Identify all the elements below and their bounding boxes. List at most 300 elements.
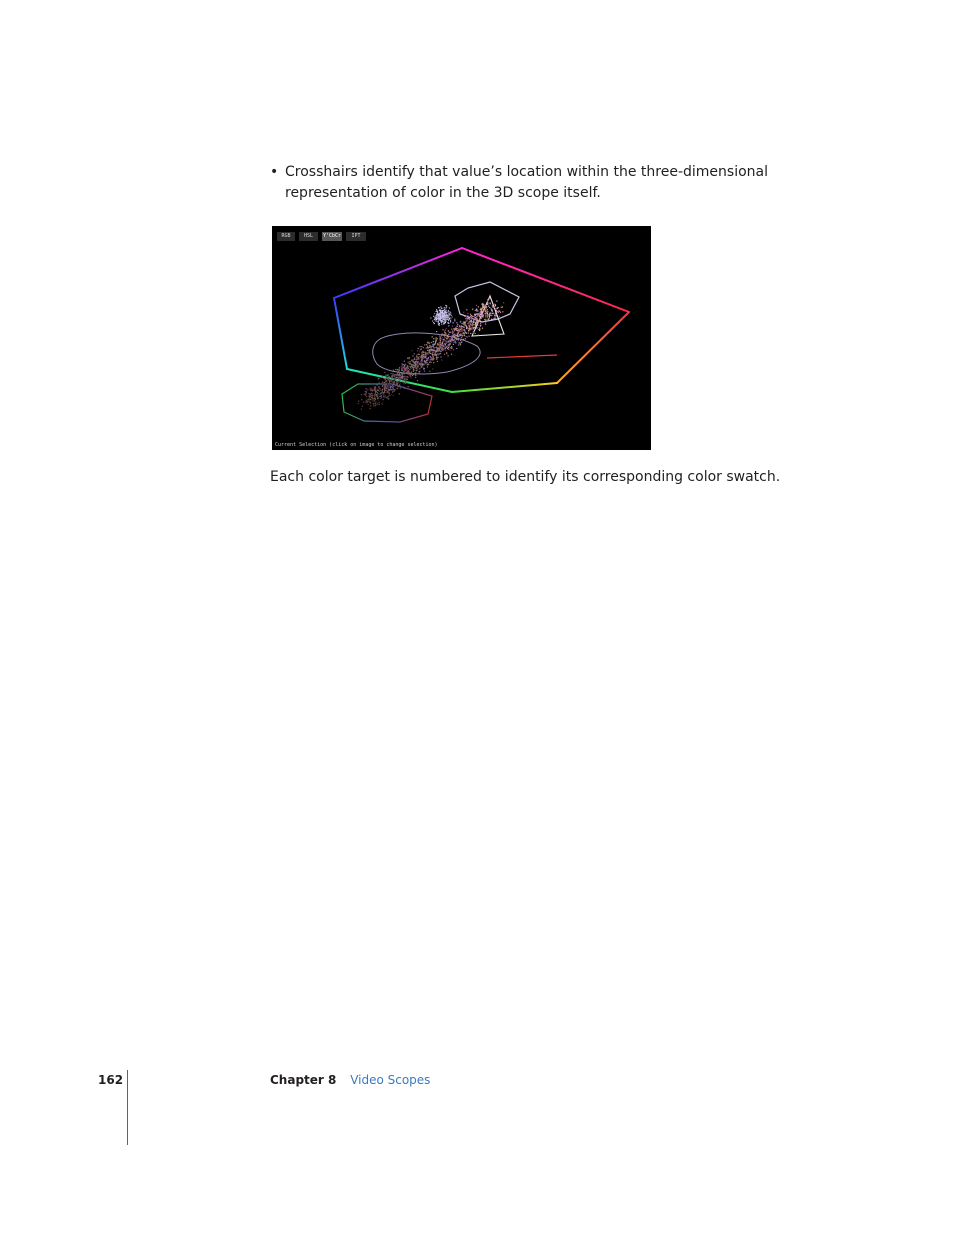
scatter-point xyxy=(418,357,419,358)
scatter-point xyxy=(471,320,472,321)
scatter-point xyxy=(454,336,455,337)
scatter-point xyxy=(369,388,370,389)
scatter-point xyxy=(408,374,409,375)
scatter-point xyxy=(448,355,449,356)
scatter-point xyxy=(486,312,487,313)
scatter-point xyxy=(413,374,414,375)
scatter-point xyxy=(374,387,375,388)
scatter-point xyxy=(428,358,429,359)
scatter-point xyxy=(414,353,415,354)
scatter-point xyxy=(400,388,401,389)
scatter-point xyxy=(495,313,496,314)
scatter-point xyxy=(473,321,474,322)
scatter-point xyxy=(414,358,415,359)
scatter-point xyxy=(437,357,438,358)
scatter-point xyxy=(501,307,502,308)
scatter-point xyxy=(448,317,449,318)
scatter-point xyxy=(448,334,449,335)
scatter-point xyxy=(366,388,367,389)
scatter-point xyxy=(409,363,410,364)
scatter-point xyxy=(392,385,393,386)
scatter-point xyxy=(386,387,387,388)
scatter-point xyxy=(413,365,414,366)
scatter-point xyxy=(440,342,441,343)
scatter-point xyxy=(468,328,469,329)
scatter-point xyxy=(444,319,445,320)
scatter-point xyxy=(433,362,434,363)
scatter-point xyxy=(480,325,481,326)
scatter-point xyxy=(467,313,468,314)
scatter-point xyxy=(439,348,440,349)
scatter-point xyxy=(491,315,492,316)
scatter-point xyxy=(469,318,470,319)
scatter-point xyxy=(482,328,483,329)
scatter-point xyxy=(404,388,405,389)
mode-button-ycbcr[interactable]: Y'CbCr xyxy=(322,233,342,239)
scatter-point xyxy=(486,310,487,311)
scatter-point xyxy=(479,320,480,321)
scatter-point xyxy=(403,364,404,365)
scatter-point xyxy=(456,348,457,349)
scatter-point xyxy=(485,321,486,322)
scatter-point xyxy=(390,389,391,390)
scatter-point xyxy=(442,341,443,342)
scatter-point xyxy=(461,333,462,334)
scatter-point xyxy=(459,334,460,335)
scatter-point xyxy=(416,370,417,371)
scatter-point xyxy=(430,353,431,354)
scatter-point xyxy=(427,354,428,355)
scatter-point xyxy=(463,323,464,324)
scatter-point xyxy=(460,344,461,345)
scatter-point xyxy=(485,313,486,314)
scatter-point xyxy=(503,302,504,303)
scatter-point xyxy=(439,323,440,324)
scatter-point xyxy=(411,372,412,373)
scatter-point xyxy=(450,312,451,313)
scatter-point xyxy=(433,322,434,323)
scatter-point xyxy=(385,384,386,385)
scatter-point xyxy=(386,380,387,381)
scatter-point xyxy=(431,346,432,347)
chapter-label: Chapter 8 xyxy=(270,1073,337,1087)
scatter-point xyxy=(423,351,424,352)
scatter-point xyxy=(407,366,408,367)
scatter-point xyxy=(417,354,418,355)
scatter-point xyxy=(475,325,476,326)
scatter-point xyxy=(444,354,445,355)
scatter-point xyxy=(387,379,388,380)
scatter-point xyxy=(446,339,447,340)
scatter-point xyxy=(450,320,451,321)
scatter-point xyxy=(440,306,441,307)
scatter-point xyxy=(432,336,433,337)
scatter-point xyxy=(388,385,389,386)
scatter-point xyxy=(447,338,448,339)
scatter-point xyxy=(445,314,446,315)
scatter-point xyxy=(373,403,374,404)
scatter-point xyxy=(432,355,433,356)
scatter-point xyxy=(448,320,449,321)
scatter-point xyxy=(489,298,490,299)
scatter-point xyxy=(363,402,364,403)
scatter-point xyxy=(465,332,466,333)
scatter-point xyxy=(466,336,467,337)
scatter-point xyxy=(393,386,394,387)
scatter-point xyxy=(415,375,416,376)
scatter-point xyxy=(451,348,452,349)
scatter-point xyxy=(383,384,384,385)
scatter-point xyxy=(488,306,489,307)
scatter-point xyxy=(367,399,368,400)
scatter-point xyxy=(483,310,484,311)
scatter-point xyxy=(417,380,418,381)
scatter-point xyxy=(430,351,431,352)
scatter-point xyxy=(408,371,409,372)
scatter-point xyxy=(394,391,395,392)
scatter-point xyxy=(423,365,424,366)
scatter-point xyxy=(474,317,475,318)
scatter-point xyxy=(441,314,442,315)
scatter-point xyxy=(411,368,412,369)
scatter-point xyxy=(380,398,381,399)
scatter-point xyxy=(475,324,476,325)
scatter-point xyxy=(399,367,400,368)
scatter-point xyxy=(370,395,371,396)
scatter-point xyxy=(390,385,391,386)
scatter-point xyxy=(461,335,462,336)
scatter-point xyxy=(417,362,418,363)
scatter-point xyxy=(439,350,440,351)
scatter-point xyxy=(496,310,497,311)
scatter-point xyxy=(482,312,483,313)
scatter-point xyxy=(449,313,450,314)
scatter-point xyxy=(475,314,476,315)
scatter-point xyxy=(442,337,443,338)
footer-chapter xyxy=(270,1072,430,1088)
scatter-point xyxy=(451,329,452,330)
mode-button-rgb[interactable]: RGB xyxy=(277,232,295,241)
lower-hexagon-outline xyxy=(342,384,432,422)
scatter-point xyxy=(485,316,486,317)
scatter-point xyxy=(400,386,401,387)
scatter-point xyxy=(461,323,462,324)
scatter-point xyxy=(473,332,474,333)
scatter-point xyxy=(442,342,443,343)
scatter-point xyxy=(496,311,497,312)
scatter-point xyxy=(453,349,454,350)
scatter-point xyxy=(487,299,488,300)
scatter-point xyxy=(458,344,459,345)
scatter-point xyxy=(419,356,420,357)
outer-gamut-outline xyxy=(334,248,629,392)
scatter-point xyxy=(434,313,435,314)
scatter-point xyxy=(430,317,431,318)
scatter-point xyxy=(445,340,446,341)
scatter-point xyxy=(440,316,441,317)
scatter-point xyxy=(384,387,385,388)
scatter-point xyxy=(475,333,476,334)
scatter-point xyxy=(460,335,461,336)
scatter-point xyxy=(384,386,385,387)
scatter-point xyxy=(456,339,457,340)
scatter-point xyxy=(457,334,458,335)
scatter-point xyxy=(477,323,478,324)
scatter-point xyxy=(425,354,426,355)
scatter-point xyxy=(430,356,431,357)
scatter-point xyxy=(416,364,417,365)
scatter-point xyxy=(412,375,413,376)
scatter-point xyxy=(444,334,445,335)
scatter-point xyxy=(404,366,405,367)
scatter-point xyxy=(386,381,387,382)
scatter-point xyxy=(429,359,430,360)
scatter-point xyxy=(404,376,405,377)
scatter-point xyxy=(485,305,486,306)
scatter-point xyxy=(492,303,493,304)
scatter-point xyxy=(376,395,377,396)
scatter-point xyxy=(441,335,442,336)
scatter-point xyxy=(399,381,400,382)
scatter-point xyxy=(394,381,395,382)
scatter-point xyxy=(442,312,443,313)
scatter-point xyxy=(401,370,402,371)
scatter-point xyxy=(457,328,458,329)
scatter-point xyxy=(431,359,432,360)
scatter-point xyxy=(436,315,437,316)
scatter-point xyxy=(440,346,441,347)
scatter-point xyxy=(452,317,453,318)
scatter-point xyxy=(399,369,400,370)
scatter-point xyxy=(436,347,437,348)
scatter-point xyxy=(405,381,406,382)
scatter-point xyxy=(373,405,374,406)
scatter-point xyxy=(445,350,446,351)
scatter-point xyxy=(451,342,452,343)
scatter-point xyxy=(445,348,446,349)
scatter-point xyxy=(419,351,420,352)
scatter-point xyxy=(436,319,437,320)
scatter-point xyxy=(460,340,461,341)
scatter-point xyxy=(445,315,446,316)
scatter-point xyxy=(389,380,390,381)
scatter-point xyxy=(483,304,484,305)
scatter-point xyxy=(499,316,500,317)
scatter-point xyxy=(467,327,468,328)
scatter-point xyxy=(374,400,375,401)
scatter-point xyxy=(421,367,422,368)
scatter-point xyxy=(417,366,418,367)
mode-button-ipt[interactable]: IPT xyxy=(346,232,366,241)
scatter-point xyxy=(453,322,454,323)
scatter-point xyxy=(388,387,389,388)
scatter-point xyxy=(454,330,455,331)
footer-rule xyxy=(127,1070,128,1145)
scatter-point xyxy=(449,311,450,312)
scatter-point xyxy=(411,350,412,351)
scatter-point xyxy=(416,359,417,360)
scatter-point xyxy=(426,348,427,349)
scatter-point xyxy=(392,373,393,374)
scatter-point xyxy=(502,311,503,312)
scatter-point xyxy=(399,384,400,385)
scatter-point xyxy=(433,358,434,359)
scatter-point xyxy=(408,362,409,363)
scatter-point xyxy=(405,373,406,374)
scatter-point xyxy=(490,298,491,299)
scatter-point xyxy=(386,397,387,398)
scatter-point xyxy=(443,322,444,323)
outer-segment-red-yellow xyxy=(557,312,629,383)
scatter-point xyxy=(457,335,458,336)
scatter-point xyxy=(407,369,408,370)
scatter-point xyxy=(472,323,473,324)
scatter-point xyxy=(377,403,378,404)
chapter-title-link[interactable]: Video Scopes xyxy=(350,1073,431,1087)
scatter-point xyxy=(407,377,408,378)
scatter-point xyxy=(425,352,426,353)
scatter-point xyxy=(418,362,419,363)
scatter-point xyxy=(464,316,465,317)
scatter-point xyxy=(415,367,416,368)
scatter-point xyxy=(373,401,374,402)
scatter-point xyxy=(450,318,451,319)
scatter-point xyxy=(472,309,473,310)
scatter-point xyxy=(471,318,472,319)
scatter-point xyxy=(401,366,402,367)
scatter-point xyxy=(377,389,378,390)
scatter-point xyxy=(482,306,483,307)
scatter-point xyxy=(437,361,438,362)
scatter-point xyxy=(416,361,417,362)
scatter-point xyxy=(494,307,495,308)
scatter-point xyxy=(464,333,465,334)
scatter-point xyxy=(431,349,432,350)
scatter-point xyxy=(479,319,480,320)
scatter-point xyxy=(447,344,448,345)
scatter-point xyxy=(378,382,379,383)
scatter-point xyxy=(437,321,438,322)
scatter-point xyxy=(399,393,400,394)
scatter-point xyxy=(435,320,436,321)
scatter-point xyxy=(393,395,394,396)
scatter-point xyxy=(444,332,445,333)
scatter-point xyxy=(476,314,477,315)
scatter-point xyxy=(436,321,437,322)
scatter-point xyxy=(404,368,405,369)
scatter-point xyxy=(436,313,437,314)
scatter-point xyxy=(381,392,382,393)
scatter-point xyxy=(433,341,434,342)
scatter-point xyxy=(484,309,485,310)
scatter-point xyxy=(388,398,389,399)
scatter-point xyxy=(441,349,442,350)
scatter-point xyxy=(478,311,479,312)
scatter-point xyxy=(393,371,394,372)
scatter-point xyxy=(420,346,421,347)
scatter-point xyxy=(441,351,442,352)
pixel-scatter-cloud xyxy=(358,298,505,410)
scatter-point xyxy=(441,322,442,323)
scatter-point xyxy=(445,310,446,311)
scatter-point xyxy=(443,314,444,315)
scatter-point xyxy=(405,383,406,384)
scatter-point xyxy=(421,355,422,356)
scatter-point xyxy=(488,318,489,319)
scatter-point xyxy=(450,338,451,339)
scatter-point xyxy=(391,386,392,387)
scatter-point xyxy=(373,399,374,400)
scatter-point xyxy=(478,314,479,315)
scatter-point xyxy=(415,373,416,374)
scatter-point xyxy=(404,365,405,366)
outer-segment-cyan-blue xyxy=(334,298,347,369)
scatter-point xyxy=(436,357,437,358)
scatter-point xyxy=(427,362,428,363)
scatter-point xyxy=(498,312,499,313)
scatter-point xyxy=(453,334,454,335)
scatter-point xyxy=(446,307,447,308)
scatter-point xyxy=(393,379,394,380)
scatter-point xyxy=(444,307,445,308)
scatter-point xyxy=(498,307,499,308)
scatter-point xyxy=(422,353,423,354)
scatter-point xyxy=(383,396,384,397)
scatter-point xyxy=(451,339,452,340)
scatter-point xyxy=(367,389,368,390)
scatter-point xyxy=(395,369,396,370)
scatter-point xyxy=(440,356,441,357)
scatter-point xyxy=(435,317,436,318)
scatter-point xyxy=(425,361,426,362)
scatter-point xyxy=(421,364,422,365)
scatter-point xyxy=(382,391,383,392)
scatter-point xyxy=(405,378,406,379)
scatter-point xyxy=(444,313,445,314)
scatter-point xyxy=(397,382,398,383)
scatter-point xyxy=(486,307,487,308)
scatter-point xyxy=(384,397,385,398)
scatter-point xyxy=(394,376,395,377)
mode-button-hsl[interactable]: HSL xyxy=(299,232,318,241)
scatter-point xyxy=(383,392,384,393)
scatter-point xyxy=(426,344,427,345)
scatter-point xyxy=(461,337,462,338)
scatter-point xyxy=(479,316,480,317)
scatter-point xyxy=(385,379,386,380)
scatter-point xyxy=(495,318,496,319)
scatter-point xyxy=(459,331,460,332)
scatter-point xyxy=(468,317,469,318)
scatter-point xyxy=(447,319,448,320)
scatter-point xyxy=(444,309,445,310)
scatter-point xyxy=(435,353,436,354)
scatter-point xyxy=(476,328,477,329)
scatter-point xyxy=(438,307,439,308)
scatter-point xyxy=(370,393,371,394)
scatter-point xyxy=(470,317,471,318)
scatter-point xyxy=(429,371,430,372)
scatter-point xyxy=(403,370,404,371)
scatter-point xyxy=(458,340,459,341)
scatter-point xyxy=(419,371,420,372)
scatter-point xyxy=(440,312,441,313)
scatter-point xyxy=(375,392,376,393)
scatter-point xyxy=(423,347,424,348)
scatter-point xyxy=(382,376,383,377)
scatter-point xyxy=(411,377,412,378)
scatter-point xyxy=(370,390,371,391)
